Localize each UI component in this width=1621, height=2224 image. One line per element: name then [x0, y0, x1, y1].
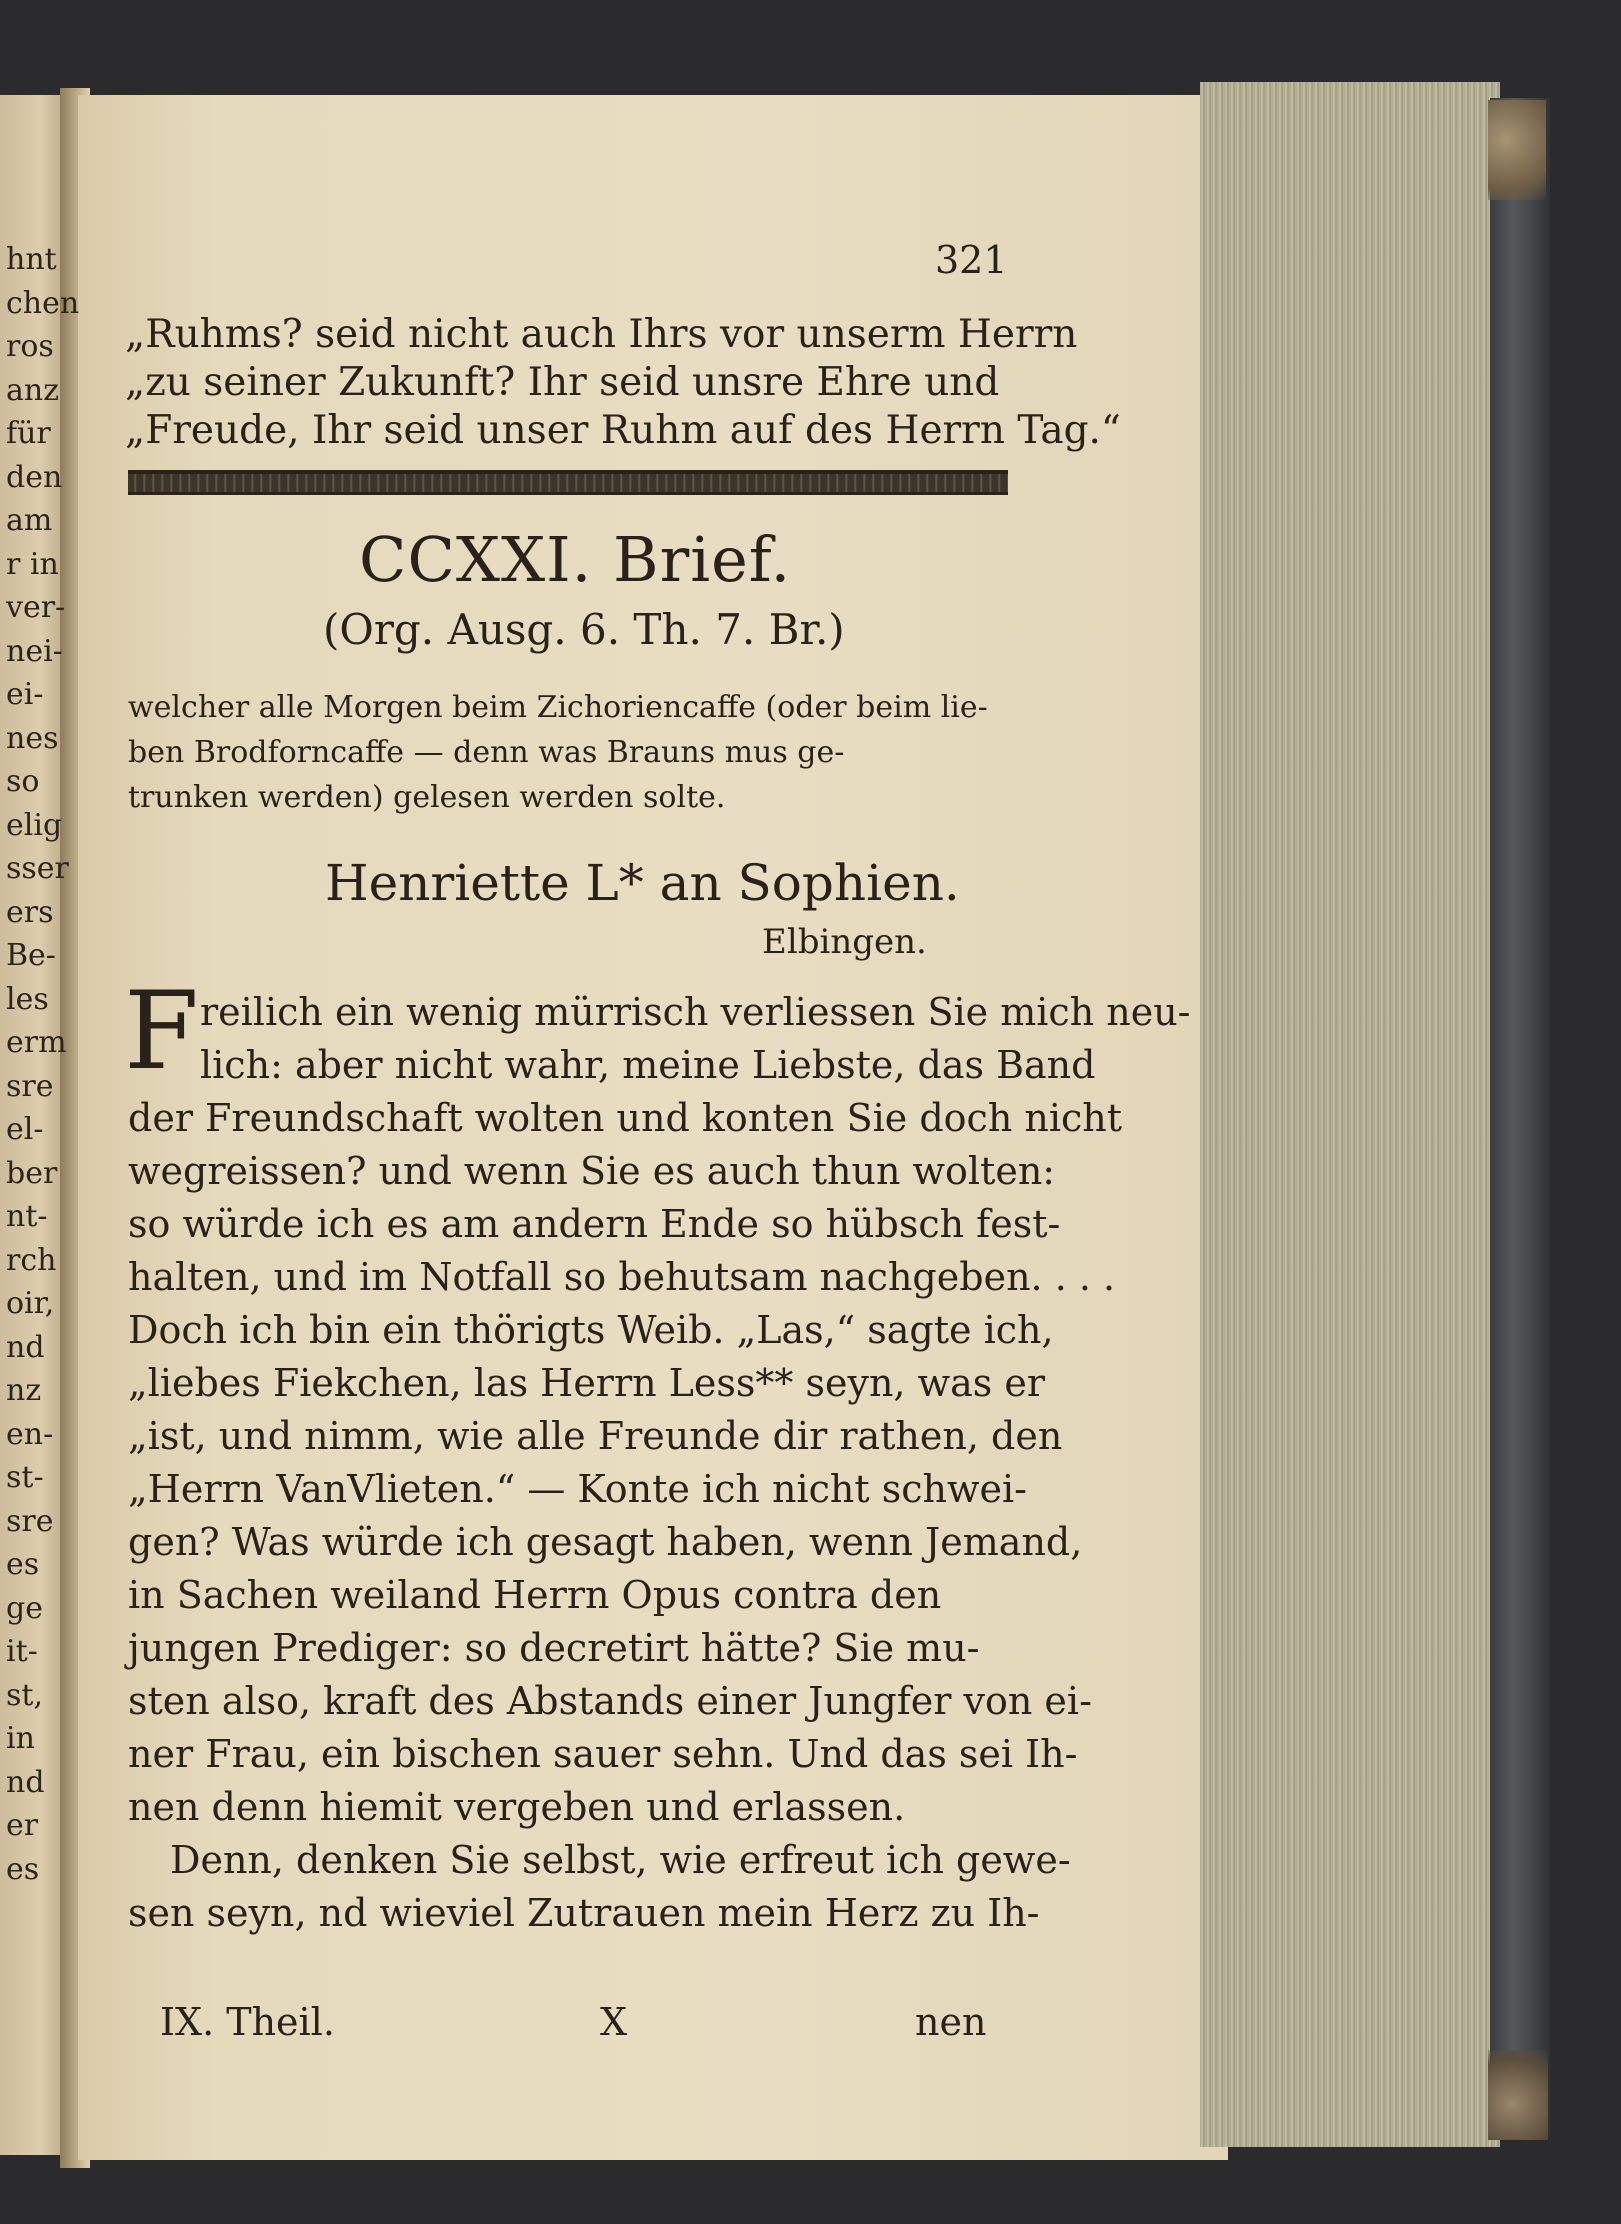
body-line: gen? Was würde ich gesagt haben, wenn Jemand, — [128, 1520, 1083, 1564]
body-line: so würde ich es am andern Ende so hübsch fest- — [128, 1202, 1061, 1246]
margin-fragment: en- — [6, 1416, 54, 1452]
body-line: der Freundschaft wolten und konten Sie doch nicht — [128, 1096, 1123, 1140]
body-line: wegreissen? und wenn Sie es auch thun wolten: — [128, 1149, 1056, 1193]
margin-fragment: sre — [6, 1503, 54, 1539]
margin-fragment: ge — [6, 1590, 43, 1626]
body-line: „Herrn VanVlieten.“ — Konte ich nicht schwei- — [128, 1467, 1027, 1511]
body-line: Doch ich bin ein thörigts Weib. „Las,“ sagte ich, — [128, 1308, 1054, 1352]
cover-wear-bottom — [1488, 2050, 1548, 2140]
margin-fragment: st- — [6, 1460, 44, 1495]
quote-line: „zu seiner Zukunft? Ihr seid unsre Ehre und — [125, 360, 1000, 405]
body-line: nen denn hiemit vergeben und erlassen. — [128, 1785, 906, 1829]
body-line: Denn, denken Sie selbst, wie erfreut ich gewe- — [170, 1838, 1071, 1882]
preface-line: welcher alle Morgen beim Zichoriencaffe (oder beim lie- — [128, 690, 988, 725]
margin-fragment: oir, — [6, 1286, 55, 1321]
margin-fragment: rch — [6, 1242, 57, 1278]
margin-fragment: es — [6, 1547, 40, 1582]
body-line: sen seyn, nd wieviel Zutrauen mein Herz zu Ih- — [128, 1891, 1040, 1935]
margin-fragment: el- — [6, 1112, 44, 1147]
margin-fragment: hnt — [6, 242, 57, 277]
drop-cap: F — [124, 969, 199, 1094]
book-cover — [1490, 98, 1550, 2138]
margin-fragment: elig — [6, 807, 63, 843]
letter-subtitle: (Org. Ausg. 6. Th. 7. Br.) — [323, 605, 845, 654]
margin-fragment: les — [6, 981, 49, 1017]
margin-fragment: erm — [6, 1025, 67, 1060]
preface-line: trunken werden) gelesen werden solte. — [128, 780, 726, 815]
margin-fragment: st, — [6, 1677, 43, 1713]
letter-title: CCXXI. Brief. — [359, 523, 792, 596]
body-line: ner Frau, ein bischen sauer sehn. Und das sei Ih- — [128, 1732, 1078, 1776]
quote-line: „Freude, Ihr seid unser Ruhm auf des Herrn Tag.“ — [125, 408, 1121, 453]
margin-fragment: am — [6, 503, 53, 538]
body-line: lich: aber nicht wahr, meine Liebste, das Band — [200, 1043, 1096, 1087]
margin-fragment: in — [6, 1721, 35, 1756]
body-line: „ist, und nimm, wie alle Freunde dir rathen, den — [128, 1414, 1063, 1458]
body-line: halten, und im Notfall so behutsam nachgeben. . . . — [128, 1255, 1116, 1299]
margin-fragment: so — [6, 764, 40, 799]
signature-mark: X — [600, 2000, 628, 2044]
margin-fragment: er — [6, 1808, 39, 1843]
margin-fragment: für — [6, 416, 51, 451]
margin-fragment: nd — [6, 1329, 45, 1365]
preface-line: ben Brodforncaffe — denn was Brauns mus ge- — [128, 735, 845, 770]
catchword: nen — [915, 2000, 987, 2044]
body-line: sten also, kraft des Abstands einer Jungfer von ei- — [128, 1679, 1092, 1723]
margin-fragment: den — [6, 459, 63, 495]
margin-fragment: ers — [6, 894, 54, 930]
place-line: Elbingen. — [762, 922, 927, 962]
margin-fragment: nd — [6, 1764, 45, 1800]
margin-fragment: nz — [6, 1373, 42, 1408]
margin-fragment: Be- — [6, 938, 56, 973]
margin-fragment: ver- — [6, 590, 66, 625]
margin-fragment: r in — [6, 546, 59, 582]
body-line: „liebes Fiekchen, las Herrn Less** seyn, was er — [128, 1361, 1045, 1405]
margin-fragment: anz — [6, 372, 60, 408]
body-line: reilich ein wenig mürrisch verliessen Sie mich neu- — [200, 990, 1191, 1034]
page-number: 321 — [935, 238, 1008, 282]
quote-line: „Ruhms? seid nicht auch Ihrs vor unserm Herrn — [125, 312, 1078, 357]
body-line: in Sachen weiland Herrn Opus contra den — [128, 1573, 942, 1617]
margin-fragment: ei- — [6, 677, 44, 712]
margin-fragment: nei- — [6, 633, 63, 669]
body-line: jungen Prediger: so decretirt hätte? Sie mu- — [128, 1626, 980, 1670]
cover-wear-top — [1488, 100, 1546, 200]
page-edges — [1200, 82, 1500, 2147]
volume-label: IX. Theil. — [160, 2000, 335, 2044]
margin-fragment: chen — [6, 285, 80, 321]
margin-fragment: ros — [6, 329, 54, 364]
greeting: Henriette L* an Sophien. — [325, 854, 960, 912]
margin-fragment: nes — [6, 720, 59, 756]
margin-fragment: nt- — [6, 1199, 48, 1234]
margin-fragment: it- — [6, 1634, 38, 1669]
margin-fragment: es — [6, 1851, 40, 1887]
margin-fragment: ber — [6, 1155, 58, 1191]
margin-fragment: sser — [6, 851, 69, 886]
margin-fragment: sre — [6, 1068, 54, 1104]
ornamental-rule — [128, 470, 1008, 495]
